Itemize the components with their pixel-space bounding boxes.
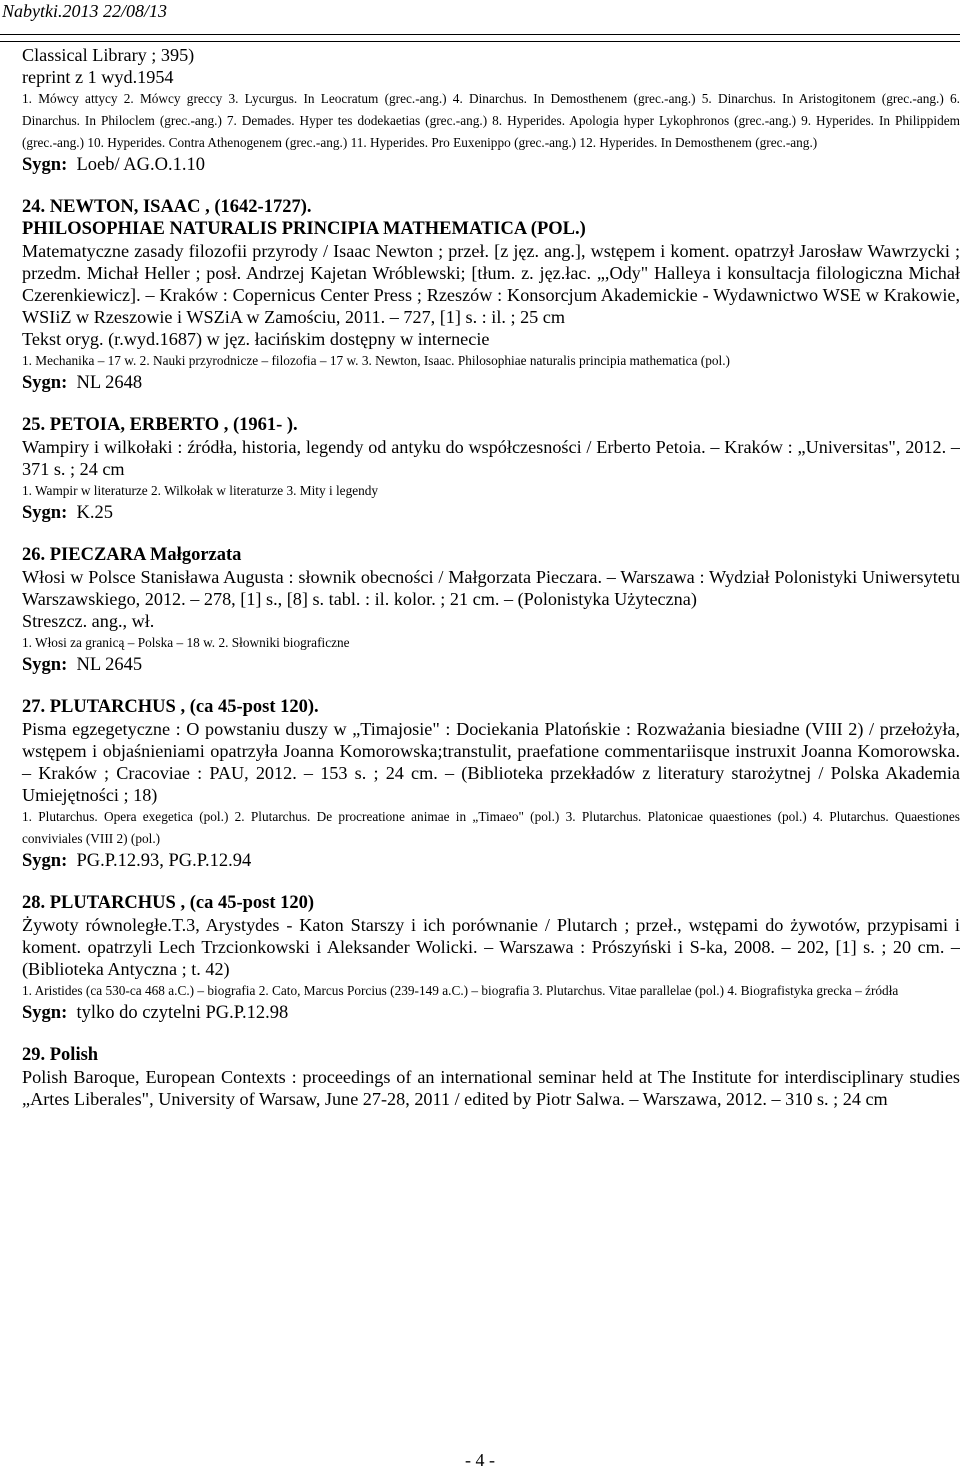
sygn-value: NL 2645 [76, 655, 143, 675]
sygn-value: PG.P.12.93, PG.P.12.94 [76, 851, 252, 871]
sygn-label: Sygn: [22, 1003, 68, 1023]
entry-body: Matematyczne zasady filozofii przyrody / Isaac Newton ; przeł. [z jęz. ang.], wstępem i koment. opatrzył Jarosław Wawrzycki ; przedm. Michał Heller ; posł. Andrzej Kajetan Wróblewski; [tłum. z. jęz.łac. „,Ody" Halleya i konsultacja filologiczna Michał Czerenkiewicz]. – Kraków : Copernicus Center Press ; Rzeszów : Konsorcjum Akademickie - Wydawnictwo WSE w Krakowie, WSIiZ w Rzeszowie i WSZiA w Zamościu, 2011. – 727, [1] s. : il. ; 25 cm [22, 241, 960, 327]
intro-line: reprint z 1 wyd.1954 [22, 67, 174, 87]
entry-subjects: 1. Plutarchus. Opera exegetica (pol.) 2. Plutarchus. De procreatione animae in „Timaeo" (pol.) 3. Plutarchus. Platonicae quaestiones (pol.) 4. Plutarchus. Quaestiones conviviales (VIII 2) (pol.) [22, 809, 960, 846]
running-header: Nabytki.2013 22/08/13 [2, 1, 167, 21]
entry-body: Wampiry i wilkołaki : źródła, historia, legendy od antyku do współczesności / Erberto Petoia. – Kraków : „Universitas", 2012. – 371 s. ; 24 cm [22, 437, 960, 479]
entry-sygn [22, 654, 960, 676]
header-double-rule [0, 34, 960, 42]
entry-26 [22, 544, 960, 676]
page-number: - 4 - [465, 1450, 495, 1470]
entry-heading: 27. PLUTARCHUS , (ca 45-post 120). [22, 697, 319, 717]
entry-note: Tekst oryg. (r.wyd.1687) w jęz. łacińskim dostępny w internecie [22, 329, 490, 349]
catalog-content [22, 44, 960, 1110]
entry-28 [22, 892, 960, 1024]
sygn-label: Sygn: [22, 851, 68, 871]
sygn-value: tylko do czytelni PG.P.12.98 [76, 1003, 289, 1023]
entry-sygn [22, 1002, 960, 1024]
entry-body: Polish Baroque, European Contexts : proceedings of an international seminar held at The Institute for interdisciplinary studies „Artes Liberales", University of Warsaw, June 27-28, 2011 / edited by Piotr Salwa. – Warszawa, 2012. – 310 s. ; 24 cm [22, 1067, 960, 1109]
entry-heading-uniform-title: PHILOSOPHIAE NATURALIS PRINCIPIA MATHEMATICA (POL.) [22, 219, 586, 239]
sygn-value: NL 2648 [76, 373, 143, 393]
entry-27 [22, 696, 960, 872]
sygn-label: Sygn: [22, 503, 68, 523]
entry-heading: 26. PIECZARA Małgorzata [22, 545, 242, 565]
intro-block [22, 44, 960, 176]
sygn-label: Sygn: [22, 373, 68, 393]
entry-body: Pisma egzegetyczne : O powstaniu duszy w „Timajosie" : Dociekania Platońskie : Rozważania biesiadne (VIII 2) / przełożyła, wstępem i objaśnieniami opatrzyła Joanna Komorowska;transtulit, praefatione commentariisque instruxit Joanna Komorowska. – Kraków ; Cracoviae : PAU, 2012. – 153 s. ; 24 cm. – (Biblioteka przekładów z literatury starożytnej / Polska Akademia Umiejętności ; 18) [22, 719, 960, 805]
intro-line: Classical Library ; 395) [22, 45, 195, 65]
entry-24 [22, 196, 960, 394]
sygn-label: Sygn: [22, 655, 68, 675]
entry-sygn [22, 502, 960, 524]
entry-heading: 25. PETOIA, ERBERTO , (1961- ). [22, 415, 298, 435]
sygn-value: Loeb/ AG.O.1.10 [76, 155, 205, 175]
entry-25 [22, 414, 960, 524]
entry-subjects: 1. Mechanika – 17 w. 2. Nauki przyrodnicze – filozofia – 17 w. 3. Newton, Isaac. Philosophiae naturalis principia mathematica (pol.) [22, 353, 730, 368]
entry-heading: 29. Polish [22, 1045, 99, 1065]
intro-sygn [22, 154, 960, 176]
sygn-label: Sygn: [22, 155, 68, 175]
intro-contents: 1. Mówcy attycy 2. Mówcy greccy 3. Lycurgus. In Leocratum (grec.-ang.) 4. Dinarchus. In Demosthenem (grec.-ang.) 5. Dinarchus. In Aristogitonem (grec.-ang.) 6. Dinarchus. In Philoclem (grec.-ang.) 7. Demades. Hyper tes dodekaetias (grec.-ang.) 8. Hyperides. Apologia hyper Lykophronos (grec.-ang.) 9. Hyperides. In Philippidem (grec.-ang.) 10. Hyperides. Contra Athenogenem (grec.-ang.) 11. Hyperides. Pro Euxenippo (grec.-ang.) 12. Hyperides. In Demosthenem (grec.-ang.) [22, 91, 960, 150]
entry-subjects: 1. Włosi za granicą – Polska – 18 w. 2. Słowniki biograficzne [22, 635, 350, 650]
entry-subjects: 1. Aristides (ca 530-ca 468 a.C.) – biografia 2. Cato, Marcus Porcius (239-149 a.C.) – biografia 3. Plutarchus. Vitae parallelae (pol.) 4. Biografistyka grecka – źródła [22, 983, 899, 998]
entry-subjects: 1. Wampir w literaturze 2. Wilkołak w literaturze 3. Mity i legendy [22, 483, 379, 498]
entry-sygn [22, 850, 960, 872]
entry-sygn [22, 372, 960, 394]
entry-note: Streszcz. ang., wł. [22, 611, 155, 631]
entry-heading: 24. NEWTON, ISAAC , (1642-1727). [22, 197, 312, 217]
entry-29 [22, 1044, 960, 1110]
entry-heading: 28. PLUTARCHUS , (ca 45-post 120) [22, 893, 315, 913]
sygn-value: K.25 [76, 503, 113, 523]
entry-body: Włosi w Polsce Stanisława Augusta : słownik obecności / Małgorzata Pieczara. – Warszawa : Wydział Polonistyki Uniwersytetu Warszawskiego, 2012. – 278, [1] s., [8] s. tabl. : il. kolor. ; 21 cm. – (Polonistyka Użyteczna) [22, 567, 960, 609]
entry-body: Żywoty równoległe.T.3, Arystydes - Katon Starszy i ich porównanie / Plutarch ; przeł., wstępami do żywotów, przypisami i koment. opatrzyli Lech Trzcionkowski i Aleksander Wolicki. – Warszawa : Prószyński i S-ka, 2008. – 202, [1] s. ; 20 cm. – (Biblioteka Antyczna ; t. 42) [22, 915, 960, 979]
